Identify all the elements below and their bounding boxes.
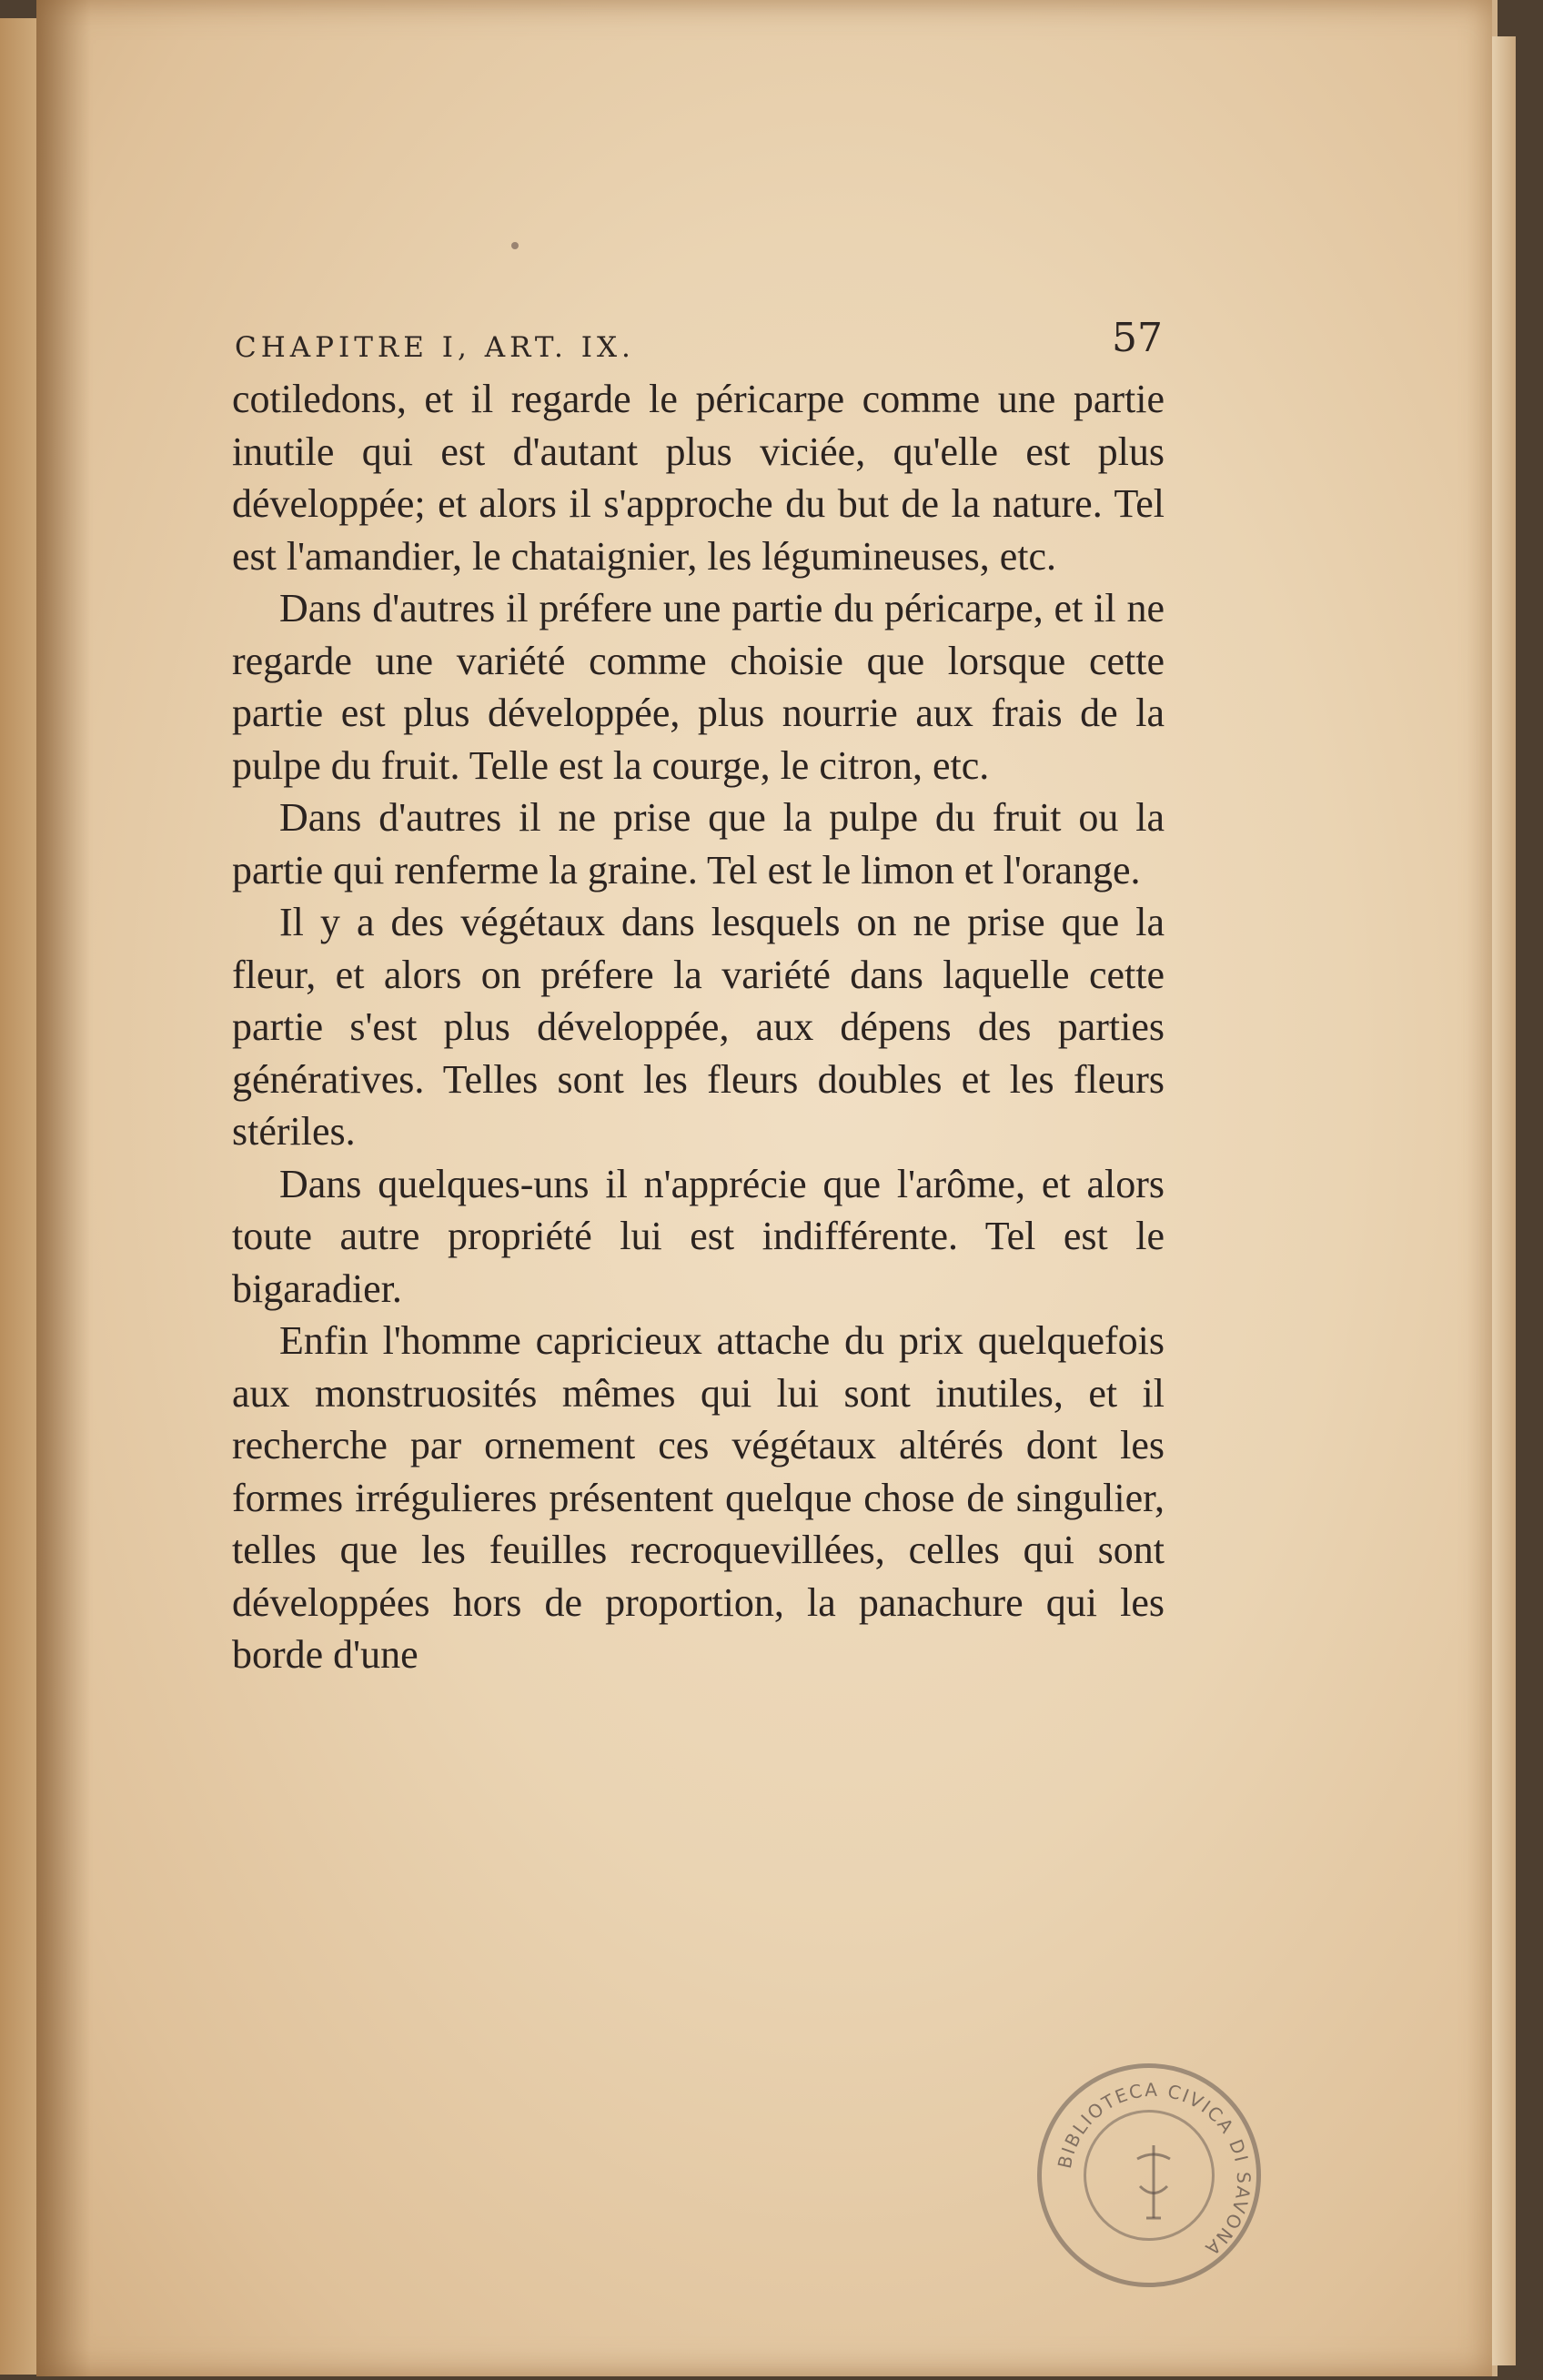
- body-text: [232, 373, 1165, 1681]
- paragraph-5: Dans quelques-uns il n'apprécie que l'arôme, et alors toute autre propriété lui est indifférente. Tel est le bigaradier.: [232, 1161, 1165, 1311]
- page-header: [235, 315, 1163, 378]
- page-number: 57: [1112, 315, 1163, 361]
- page-fore-edge: [1492, 36, 1516, 2365]
- paragraph-3: Dans d'autres il ne prise que la pulpe du fruit ou la partie qui renferme la graine. Tel est le limon et l'orange.: [232, 795, 1165, 892]
- running-head: CHAPITRE I, ART. IX.: [235, 331, 635, 364]
- stamp-text: BIBLIOTECA CIVICA DI SAVONA: [1053, 2078, 1256, 2261]
- paragraph-2: Dans d'autres il préfere une partie du péricarpe, et il ne regarde une variété comme choisie que lorsque cette partie est plus développée, plus nourrie aux frais de la pulpe du fruit. Telle est la courge, le citron, etc.: [232, 586, 1165, 788]
- library-stamp: [1037, 2063, 1261, 2287]
- paper-spot: [511, 242, 519, 249]
- paragraph-6: Enfin l'homme capricieux attache du prix quelquefois aux monstruosités mêmes qui lui sont inutiles, et il recherche par ornement ces végétaux altérés dont les formes irrégulieres présentent quelque chose de singulier, telles que les feuilles recroquevillées, celles qui sont développées hors de proportion, la panachure qui les borde d'une: [232, 1318, 1165, 1677]
- paragraph-1: cotiledons, et il regarde le péricarpe comme une partie inutile qui est d'autant plus viciée, qu'elle est plus développée; et alors il s'approche du but de la nature. Tel est l'amandier, le chataignier, les légumineuses, etc.: [232, 377, 1165, 579]
- paragraph-4: Il y a des végétaux dans lesquels on ne prise que la fleur, et alors on préfere la variété dans laquelle cette partie s'est plus développée, aux dépens des parties génératives. Telles sont les fleurs doubles et les fleurs stériles.: [232, 900, 1165, 1154]
- stamp-inner-ring: [1084, 2110, 1215, 2241]
- page-gutter-shadow: [36, 0, 91, 2376]
